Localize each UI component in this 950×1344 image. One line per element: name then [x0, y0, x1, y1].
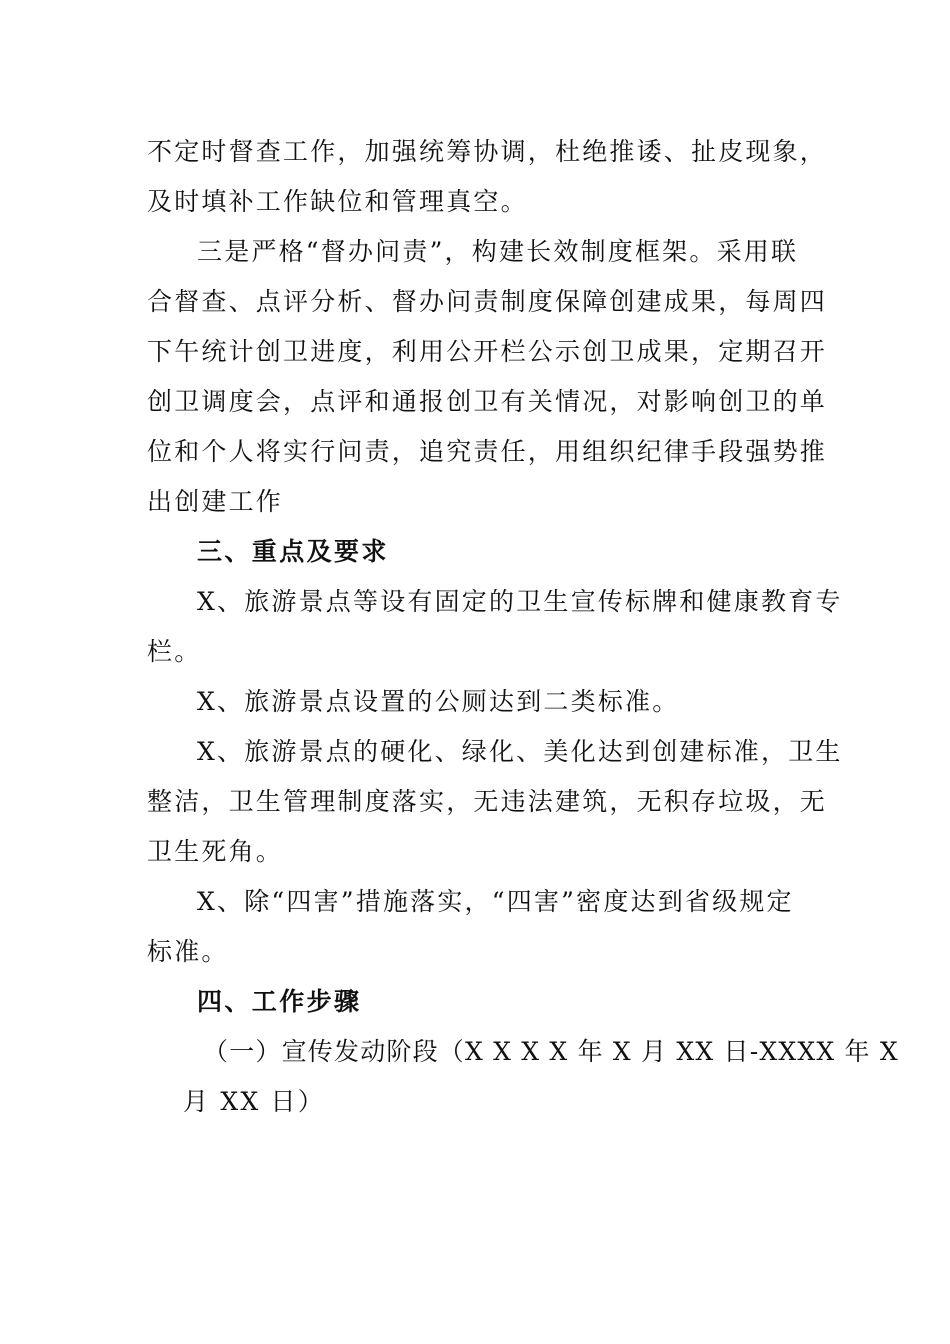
- paragraph-line: 三是严格“督办问责”，构建长效制度框架。采用联: [197, 237, 799, 266]
- paragraph-line: X、旅游景点等设有固定的卫生宣传标牌和健康教育专: [197, 587, 843, 616]
- paragraph-line: X、除“四害”措施落实，“四害”密度达到省级规定: [197, 887, 794, 916]
- paragraph-line: X、旅游景点设置的公厕达到二类标准。: [197, 687, 680, 716]
- paragraph-line: 栏。: [147, 637, 202, 666]
- paragraph-line: 标准。: [147, 937, 229, 966]
- paragraph-line: 及时填补工作缺位和管理真空。: [147, 187, 528, 216]
- paragraph-line: 不定时督查工作，加强统筹协调，杜绝推诿、扯皮现象，: [147, 137, 828, 166]
- paragraph-line: 位和个人将实行问责，追究责任，用组织纪律手段强势推: [147, 437, 828, 466]
- section-heading-three: 三、重点及要求: [197, 537, 389, 566]
- step-heading-line: （一）宣传发动阶段（X X X X 年 X 月 XX 日-XXXX 年 X: [203, 1037, 899, 1066]
- section-heading-four: 四、工作步骤: [197, 987, 362, 1016]
- paragraph-line: 卫生死角。: [147, 837, 284, 866]
- paragraph-line: 合督查、点评分析、督办问责制度保障创建成果，每周四: [147, 287, 828, 316]
- step-heading-line: 月 XX 日）: [183, 1087, 325, 1116]
- paragraph-line: 整洁，卫生管理制度落实，无违法建筑，无积存垃圾，无: [147, 787, 828, 816]
- paragraph-line: X、旅游景点的硬化、绿化、美化达到创建标准，卫生: [197, 737, 843, 766]
- paragraph-line: 下午统计创卫进度，利用公开栏公示创卫成果，定期召开: [147, 337, 828, 366]
- paragraph-line: 出创建工作: [147, 487, 284, 516]
- paragraph-line: 创卫调度会，点评和通报创卫有关情况，对影响创卫的单: [147, 387, 828, 416]
